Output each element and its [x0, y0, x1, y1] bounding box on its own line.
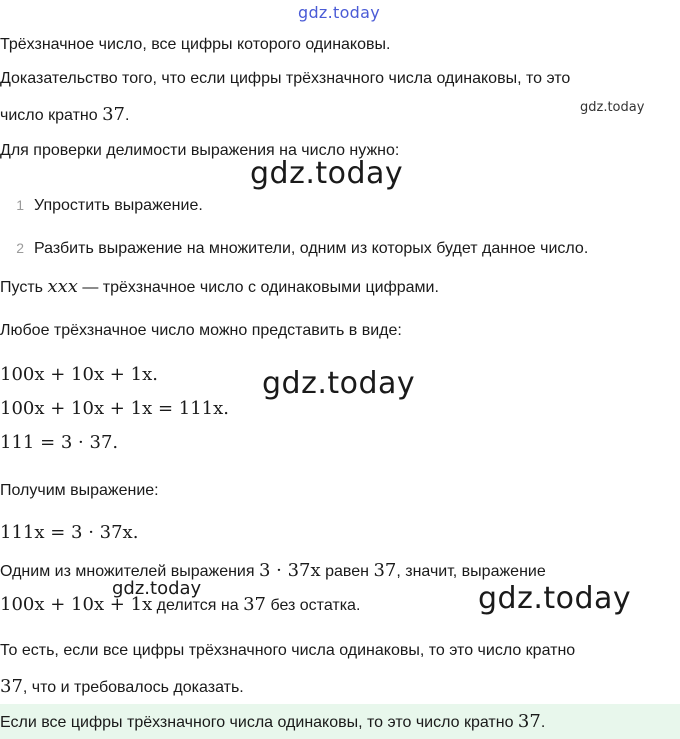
divides-line: 100x + 10x + 1x делится на 37 без остатка.	[0, 594, 361, 615]
get-expression: Получим выражение:	[0, 482, 159, 499]
equation-4: 111x = 3 · 37x.	[0, 522, 139, 543]
equation-3: 111 = 3 · 37.	[0, 432, 119, 453]
watermark-large-2: gdz.today	[262, 366, 416, 401]
conclusion-line-2: 37, что и требовалось доказать.	[0, 676, 244, 697]
let-line: Пусть xxx — трёхзначное число с одинаковыми цифрами.	[0, 276, 439, 297]
watermark-large-1: gdz.today	[250, 156, 404, 191]
proof-intro-2: число кратно 37.	[0, 104, 130, 125]
equation-1: 100x + 10x + 1x.	[0, 364, 158, 385]
proof-intro: Доказательство того, что если цифры трёхзначного числа одинаковы, то это	[0, 70, 571, 87]
watermark-mid: gdz.today	[112, 578, 202, 599]
any-number-line: Любое трёхзначное число можно представить в виде:	[0, 322, 402, 339]
watermark-large-3: gdz.today	[478, 581, 632, 616]
answer-line: Если все цифры трёхзначного числа одинаковы, то это число кратно 37.	[0, 711, 546, 732]
task-title: Трёхзначное число, все цифры которого одинаковы.	[0, 36, 391, 53]
step-1: 1 Упростить выражение.	[16, 197, 203, 214]
step-2: 2 Разбить выражение на множители, одним из которых будет данное число.	[16, 240, 589, 257]
check-intro: Для проверки делимости выражения на число нужно:	[0, 142, 400, 159]
watermark-small: gdz.today	[580, 100, 645, 115]
one-of-line: Одним из множителей выражения 3 · 37x равен 37, значит, выражение	[0, 560, 546, 581]
conclusion-line: То есть, если все цифры трёхзначного числа одинаковы, то это число кратно	[0, 642, 576, 659]
equation-2: 100x + 10x + 1x = 111x.	[0, 398, 229, 419]
watermark-top: gdz.today	[298, 3, 380, 22]
